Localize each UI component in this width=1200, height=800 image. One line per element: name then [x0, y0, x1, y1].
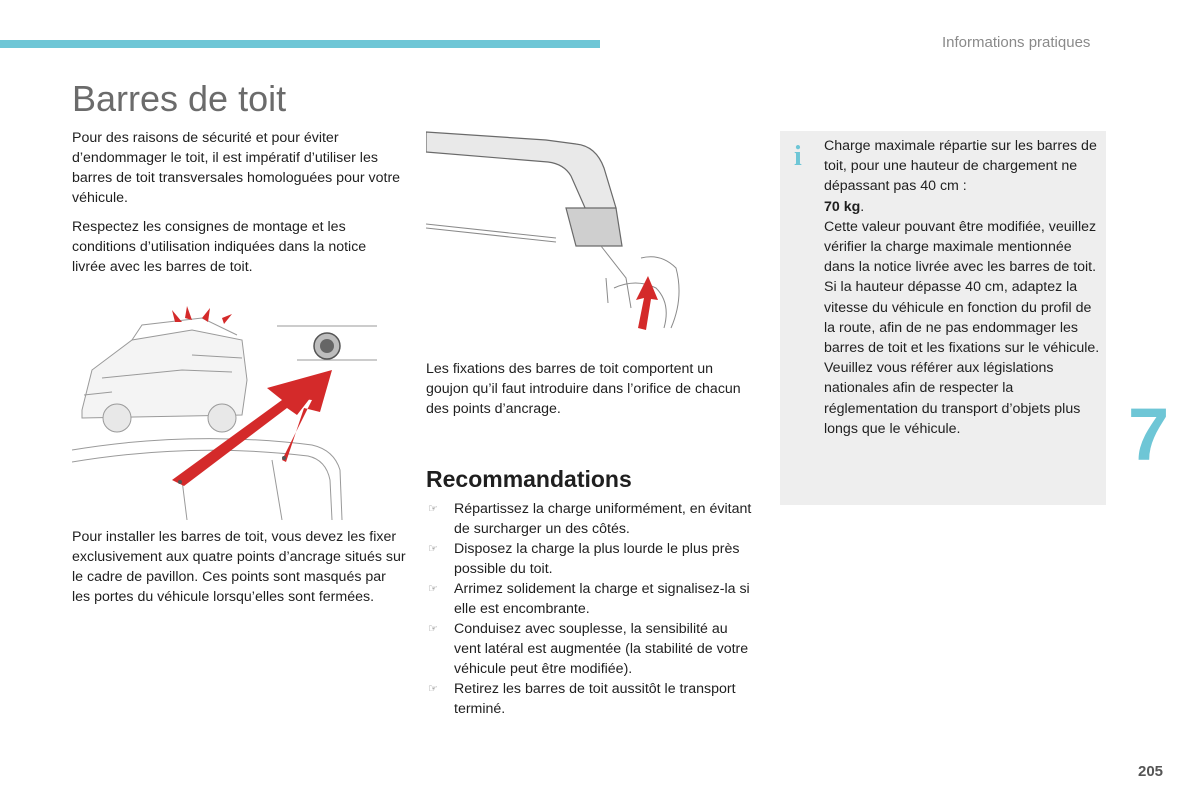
instructions-paragraph: Respectez les consignes de montage et les conditions d’utilisation indiquées dans la notice livrée avec les barres de toit. [72, 219, 367, 275]
hand-pointer-icon: ☞ [428, 503, 438, 515]
installation-paragraph: Pour installer les barres de toit, vous devez les fixer exclusivement aux quatre points d’ancrage situés sur le cadre de pavillon. Ces points sont masqués par les portes du véhicule lorsqu’elles sont fermées. [72, 529, 406, 605]
car-icon [82, 318, 247, 432]
list-item: ☞ Répartissez la charge uniformément, en évitant de surcharger un des côtés. [428, 501, 752, 537]
list-item: ☞ Retirez les barres de toit aussitôt le transport terminé. [428, 681, 736, 717]
list-item: ☞ Arrimez solidement la charge et signalisez-la si elle est encombrante. [428, 581, 750, 617]
list-item: ☞ Conduisez avec souplesse, la sensibilité au vent latéral est augmentée (la stabilité de votre véhicule peut être modifiée). [428, 621, 749, 677]
chapter-number: 7 [1128, 393, 1170, 476]
recommendations-title: Recommandations [426, 466, 632, 492]
car-roof-anchor-illustration [72, 300, 412, 520]
list-item: ☞ Disposez la charge la plus lourde le plus près possible du toit. [428, 541, 740, 577]
max-load-value: 70 kg [824, 198, 861, 215]
info-box [780, 131, 1106, 505]
roof-bar-fixation-illustration [426, 128, 756, 350]
hand-pointer-icon: ☞ [428, 623, 438, 635]
anchor-arrows-icon [172, 306, 232, 324]
red-arrow-icon [636, 276, 658, 330]
anchor-hole-icon [314, 333, 340, 359]
section-label: Informations pratiques [942, 34, 1091, 51]
page-title: Barres de toit [72, 78, 287, 119]
hand-pointer-icon: ☞ [428, 683, 438, 695]
info-icon: i [794, 141, 802, 172]
info-text: Charge maximale répartie sur les barres de toit, pour une hauteur de chargement ne dépassant pas 40 cm : 70 kg. Cette valeur pouvant être modifiée, veuillez vérifier la charge maximale mentionnée dans la notice livrée avec les barres de toit. Si la hauteur dépasse 40 cm, adaptez la vitesse du véhicule en fonction du profil de la route, afin de ne pas endommager les barres de toit et les fixations sur le véhicule. Veuillez vous référer aux législations nationales afin de respecter la réglementation du transport d’objets plus longs que le véhicule. [824, 138, 1100, 437]
intro-paragraph: Pour des raisons de sécurité et pour éviter d’endommager le toit, il est impératif d’utiliser les barres de toit transversales homologuées pour votre véhicule. [72, 130, 401, 206]
hand-pointer-icon: ☞ [428, 583, 438, 595]
recommendations-list [426, 499, 756, 719]
header-accent-bar [0, 40, 600, 48]
hand-pointer-icon: ☞ [428, 543, 438, 555]
page-number: 205 [1138, 763, 1164, 780]
fixation-paragraph: Les fixations des barres de toit comportent un goujon qu’il faut introduire dans l’orifice de chacun des points d’ancrage. [426, 361, 741, 417]
